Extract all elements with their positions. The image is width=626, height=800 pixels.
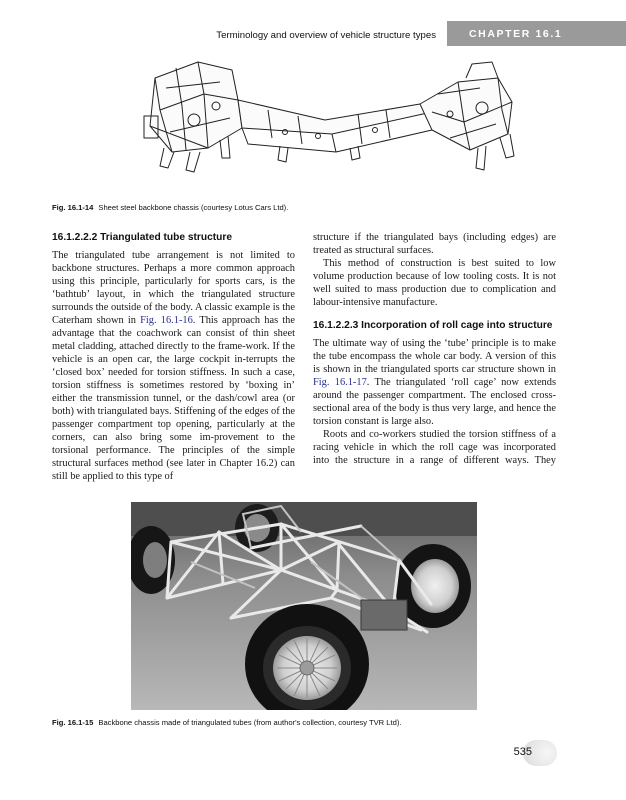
running-title: Terminology and overview of vehicle structure types — [216, 30, 436, 41]
backbone-chassis-drawing — [120, 48, 520, 188]
body-paragraph: This method of construction is best suited to low volume production because of low tooling costs. It is not well suited to mass production due to complication and labour-intensive manufacture. — [313, 258, 556, 308]
section-heading: 16.1.2.2.3 Incorporation of roll cage into structure — [313, 320, 553, 331]
body-text: The triangulated tube arrangement is not limited to backbone structures. Perhaps a more common approach using this principle, particularly for sports cars, is the ‘bathtub’ layout, in which the triangulated structure surrounds the outside of the body. A classic example is the Caterham shown in — [52, 249, 295, 326]
tube-chassis-photo — [131, 502, 477, 710]
body-paragraph: structure if the triangulated bays (including edges) are treated as structural surfaces. — [313, 232, 556, 256]
figure-caption — [52, 718, 401, 727]
figure-label: Fig. 16.1-15 — [52, 718, 94, 727]
body-text: The ultimate way of using the ‘tube’ principle is to make the tube encompass the whole car body. A version of this is shown in the triangulated sports car structure shown in — [313, 337, 556, 375]
figure-caption — [52, 203, 288, 212]
chapter-label: CHAPTER 16.1 — [469, 28, 563, 40]
section-heading: 16.1.2.2.2 Triangulated tube structure — [52, 232, 233, 243]
left-column — [52, 232, 295, 483]
body-paragraph — [313, 337, 556, 428]
figure-label: Fig. 16.1-14 — [52, 203, 94, 212]
body-text: . The triangulated ‘roll cage’ now extends around the passenger compartment. The enclosed cross-sectional area of the body is thus very large, and hence the torsion constant is large also. — [313, 376, 556, 427]
page-number: 535 — [513, 746, 532, 758]
chapter-tab — [447, 21, 626, 46]
figure-reference-link[interactable]: Fig. 16.1-17 — [313, 376, 367, 388]
figure-reference-link[interactable]: Fig. 16.1-16 — [140, 314, 193, 326]
body-paragraph: Roots and co-workers studied the torsion stiffness of a racing vehicle in which the roll cage was incorporated into the structure in a range of different ways. They — [313, 428, 556, 466]
figure-caption-text: Backbone chassis made of triangulated tubes (from author's collection, courtesy TVR Ltd). — [98, 718, 402, 727]
running-header — [0, 0, 626, 46]
body-paragraph — [52, 249, 295, 483]
right-column — [313, 231, 556, 467]
body-text: . This approach has the advantage that the coachwork can consist of thin sheet metal cladding, attached directly to the frame-work. If the vehicle is an open car, the large cockpit in-terrupts the ‘closed box’ needed for torsion stiffness. In such a case, torsion stiffness is sometimes restored by ‘boxing in’ either the transmission tunnel, or the dash/cowl area (or both) with triangulated bays. Stiffening of the edges of the passenger compartment top opening, particularly at the corners, can also bring some im-provement to the torsional performance. The principles of the simple structural surfaces method (see later in Chapter 16.2) can still be applied to this type of — [52, 314, 295, 482]
figure-caption-text: Sheet steel backbone chassis (courtesy Lotus Cars Ltd). — [98, 203, 289, 212]
